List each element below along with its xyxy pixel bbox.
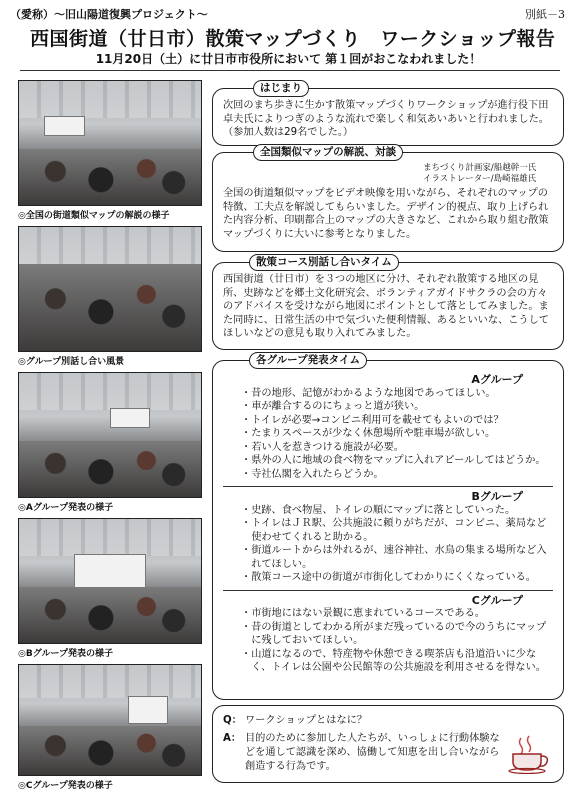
photo-caption: ◎全国の街道類似マップの解説の様子: [18, 211, 170, 221]
groups-box: [212, 354, 564, 700]
list-item: ・ 寺社仏閣を入れたらどうか。: [241, 468, 553, 482]
list-item: ・ 山道になるので、特産物や休憩できる喫茶店も沿道沿いに少なく、トイレは公園や公民館等の公共施設を利用させるを得ない。: [241, 648, 553, 675]
annex-label: 別紙－3: [525, 8, 565, 21]
photo-column: [18, 80, 202, 793]
list-item: ・ 県外の人に地域の食べ物をマップに入れアピールしてはどうか。: [241, 454, 553, 468]
photo-caption: ◎Bグループ発表の様子: [18, 649, 113, 659]
group-a-list: [223, 387, 553, 482]
photo-caption: ◎Aグループ発表の様子: [18, 503, 114, 513]
list-item: ・ 市街地にはない景観に恵まれているコースである。: [241, 607, 553, 621]
group-divider: [223, 590, 553, 591]
photo-caption: ◎グループ別話し合い風景: [18, 357, 125, 367]
intro-box: [212, 82, 564, 146]
list-item: ・ 史跡、食べ物屋、トイレの順にマップに落としていった。: [241, 504, 553, 518]
list-item: ・ 昔の地形、記憶がわかるような地図であってほしい。: [241, 387, 553, 401]
list-item: ・ トイレが必要→コンビニ利用可を載せてもよいのでは？: [241, 414, 553, 428]
course-body: 西国街道（廿日市）を３つの地区に分け、それぞれ散策する地区の見所、史跡などを郷土文化研究会、ボランティアガイドサクラの会の方々のアドバイスを受けながら地図にポイントとして落としてみました。また同時に、日常生活の中で気づいた便利情報、あるといいな、こうしてほしいなどの意見も取り入れてみました。: [223, 274, 549, 339]
photo-group-c: [18, 664, 202, 776]
course-box: [212, 256, 564, 350]
groups-title: 各グループ発表タイム: [249, 352, 367, 369]
qa-answer: [223, 732, 553, 774]
subtitle-divider: [20, 70, 560, 71]
survey-body: 全国の街道類似マップをビデオ映像を用いながら、それぞれのマップの特徴、工夫点を解説してもらいました。デザイン的視点、取り上げられた内容分析、印刷都合上のマップの大きさなど、これから取り組む散策マップづくりに大いに参考となりました。: [223, 188, 549, 240]
credit-planner: まちづくり計画家/船越幹一氏: [423, 163, 537, 173]
page-subtitle: 11月20日（土）に廿日市市役所において 第１回がおこなわれました！: [95, 52, 482, 66]
group-divider: [223, 486, 553, 487]
list-item: ・ 昔の街道としてわかる所がまだ残っているので今のうちにマップに残しておいてほしい。: [241, 621, 553, 648]
photo-map-explanation: [18, 80, 202, 206]
pre-title: （愛称）〜旧山陽道復興プロジェクト〜: [10, 8, 208, 21]
a-key: A：: [223, 733, 242, 744]
group-b-label: Bグループ: [471, 490, 523, 503]
coffee-cup-icon: [507, 734, 551, 774]
photo-group-a: [18, 372, 202, 498]
answer-text: 目的のために参加した人たちが、いっしょに行動体験などを通して認識を深め、協働して知恵を出し合いながら創造する行為です。: [245, 733, 500, 772]
list-item: ・ 街道ルートからは外れるが、速谷神社、水鳥の集まる場所など入れてほしい。: [241, 544, 553, 571]
qa-box: [212, 705, 564, 783]
list-item: ・ たまりスペースが少なく休憩場所や駐車場が欲しい。: [241, 427, 553, 441]
survey-box: [212, 146, 564, 252]
credit-illustrator: イラストレーター/島崎福雄氏: [423, 174, 537, 184]
question-text: ワークショップとはなに？: [245, 715, 368, 726]
photo-group-b: [18, 518, 202, 644]
intro-title: はじまり: [253, 80, 309, 97]
qa-question: [223, 714, 553, 728]
photo-group-discussion: [18, 226, 202, 352]
survey-title: 全国類似マップの解説、対談: [253, 144, 403, 161]
intro-body: 次回のまち歩きに生かす散策マップづくりワークショップが進行役下田卓夫氏によりつぎのような流れで楽しく和気あいあいと行われました。（参加人数は29名でした。）: [223, 100, 549, 138]
list-item: ・ 車が離合するのにちょっと道が狭い。: [241, 400, 553, 414]
list-item: ・ トイレはＪＲ駅、公共施設に頼りがちだが、コンビニ、薬局など使わせてくれると助かる。: [241, 517, 553, 544]
group-a-label: Aグループ: [471, 373, 523, 386]
group-c-list: [223, 607, 553, 675]
page-title: 西国街道（廿日市）散策マップづくり ワークショップ報告: [30, 28, 556, 50]
course-title: 散策コース別話し合いタイム: [249, 254, 399, 271]
photo-caption: ◎Cグループ発表の様子: [18, 781, 113, 791]
group-c-label: Cグループ: [471, 593, 523, 607]
group-b-list: [223, 504, 553, 585]
list-item: ・ 若い人を惹きつける施設が必要。: [241, 441, 553, 455]
q-key: Q：: [223, 715, 242, 726]
list-item: ・ 散策コース途中の街道が市街化してわかりにくくなっている。: [241, 571, 553, 585]
